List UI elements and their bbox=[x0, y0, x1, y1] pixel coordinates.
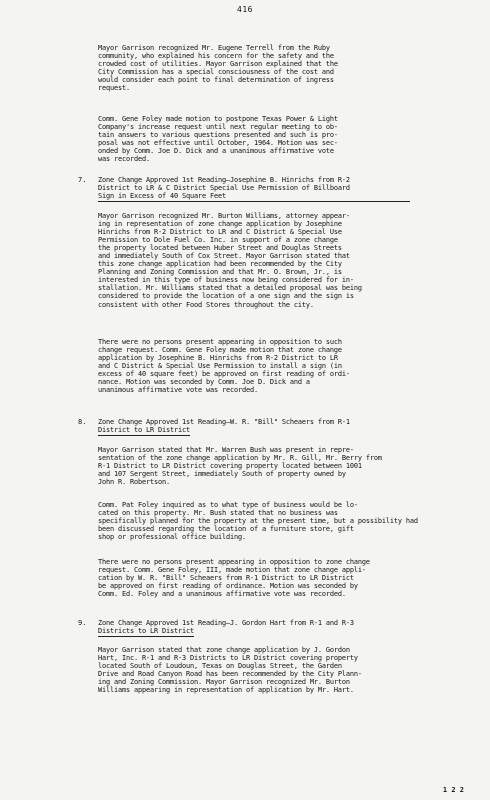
item-9-heading-line-2: Districts to LR District bbox=[98, 627, 194, 636]
footer-mark: 1 2 2 bbox=[442, 786, 464, 794]
item-8-heading bbox=[98, 418, 428, 434]
paragraph-williams-hinrichs: Mayor Garrison recognized Mr. Burton Williams, attorney appear- ing in representation of zone change application by Josephine Hinrichs from R-2 District to LR and C District & Special Use Permission to Dole Fuel Co. Inc. in support of a zone change the property located between Huber Street and Douglas Streets and immediately South of Cox Street. Mayor Garrison stated that this zone change application had been recommended by the City Planning and Zoning Commission and that Mr. O. Brown, Jr., is interested in this type of business now being considered for in- stallation. Mr. Williams stated that a detailed proposal was being considered to provide the location of a one sign and the sign is consistent with other Food Stores throughout the city. bbox=[98, 212, 362, 309]
item-number-7: 7. bbox=[78, 176, 87, 184]
item-number-9: 9. bbox=[78, 619, 87, 627]
item-7-heading-underline bbox=[98, 201, 410, 202]
paragraph-terrell: Mayor Garrison recognized Mr. Eugene Terrell from the Ruby community, who explained his concern for the safety and the crowded cost of utilities. Mayor Garrison explained that the City Commission has a special consciousness of the cost and would consider each point to final determination of ingress request. bbox=[98, 44, 338, 93]
item-7-heading bbox=[98, 176, 428, 200]
item-number-8: 8. bbox=[78, 418, 87, 426]
item-9-heading-line-1: Zone Change Approved 1st Reading—J. Gordon Hart from R-1 and R-3 bbox=[98, 619, 354, 627]
paragraph-hart-application: Mayor Garrison stated that zone change application by J. Gordon Hart, Inc. R-1 and R-3 Districts to LR District covering property located South of Loudoun, Texas on Douglas Street, the Garden Drive and Road Canyon Road has been recommended by the City Plann- ing and Zoning Commission. Mayor Garrison recognized Mr. Burton Williams appearing in representation of application by Mr. Hart. bbox=[98, 646, 362, 695]
page-number: 416 bbox=[237, 5, 253, 14]
item-8-heading-underline bbox=[98, 435, 190, 436]
item-9-heading-underline bbox=[98, 636, 194, 637]
paragraph-foley-inquiry: Comm. Pat Foley inquired as to what type of business would be lo- cated on this property. Mr. Bush stated that no business was specifically planned for the property at the present time, but a possibility had been discussed regarding the location of a furniture store, gift shop or professional office building. bbox=[98, 501, 418, 542]
item-7-heading-line-1: Zone Change Approved 1st Reading—Josephine B. Hinrichs from R-2 bbox=[98, 176, 350, 184]
item-7-heading-line-2: District to LR & C District Special Use Permission of Billboard bbox=[98, 184, 350, 193]
paragraph-scheaers-motion: There were no persons present appearing in opposition to zone change request. Comm. Gene Foley, III, made motion that zone change appli- cation by W. R. "Bill" Scheaers from R-1 District to LR District be approved on first reading of ordinance. Motion was seconded by Comm. Ed. Foley and a unanimous affirmative vote was recorded. bbox=[98, 558, 370, 599]
item-8-heading-line-2: District to LR District bbox=[98, 426, 190, 435]
item-8-heading-line-1: Zone Change Approved 1st Reading—W. R. "Bill" Scheaers from R-1 bbox=[98, 418, 350, 426]
paragraph-foley-motion: Comm. Gene Foley made motion to postpone Texas Power & Light Company's increase request until next regular meeting to ob- tain answers to various questions presented and such is pro- posal was not effective until October, 1964. Motion was sec- onded by Comm. Joe D. Dick and a unanimous affirmative vote was recorded. bbox=[98, 115, 338, 164]
paragraph-bush-scheaers: Mayor Garrison stated that Mr. Warren Bush was present in repre- sentation of the zone change application by Mr. R. Gill, Mr. Berry from R-1 District to LR District covering property located between 1001 and 107 Sergent Street, immediately South of property owned by John R. Robertson. bbox=[98, 446, 382, 487]
item-7-heading-line-3: Sign in Excess of 40 Square Feet bbox=[98, 192, 226, 201]
item-9-heading bbox=[98, 619, 428, 635]
paragraph-hinrichs-motion: There were no persons present appearing in opposition to such change request. Comm. Gene Foley made motion that zone change application by Josephine B. Hinrichs from R-2 District to LR and C District & Special Use Permission to install a sign (in excess of 40 square feet) be approved on first reading of ordi- nance. Motion was seconded by Comm. Joe D. Dick and a unanimous affirmative vote was recorded. bbox=[98, 338, 350, 395]
